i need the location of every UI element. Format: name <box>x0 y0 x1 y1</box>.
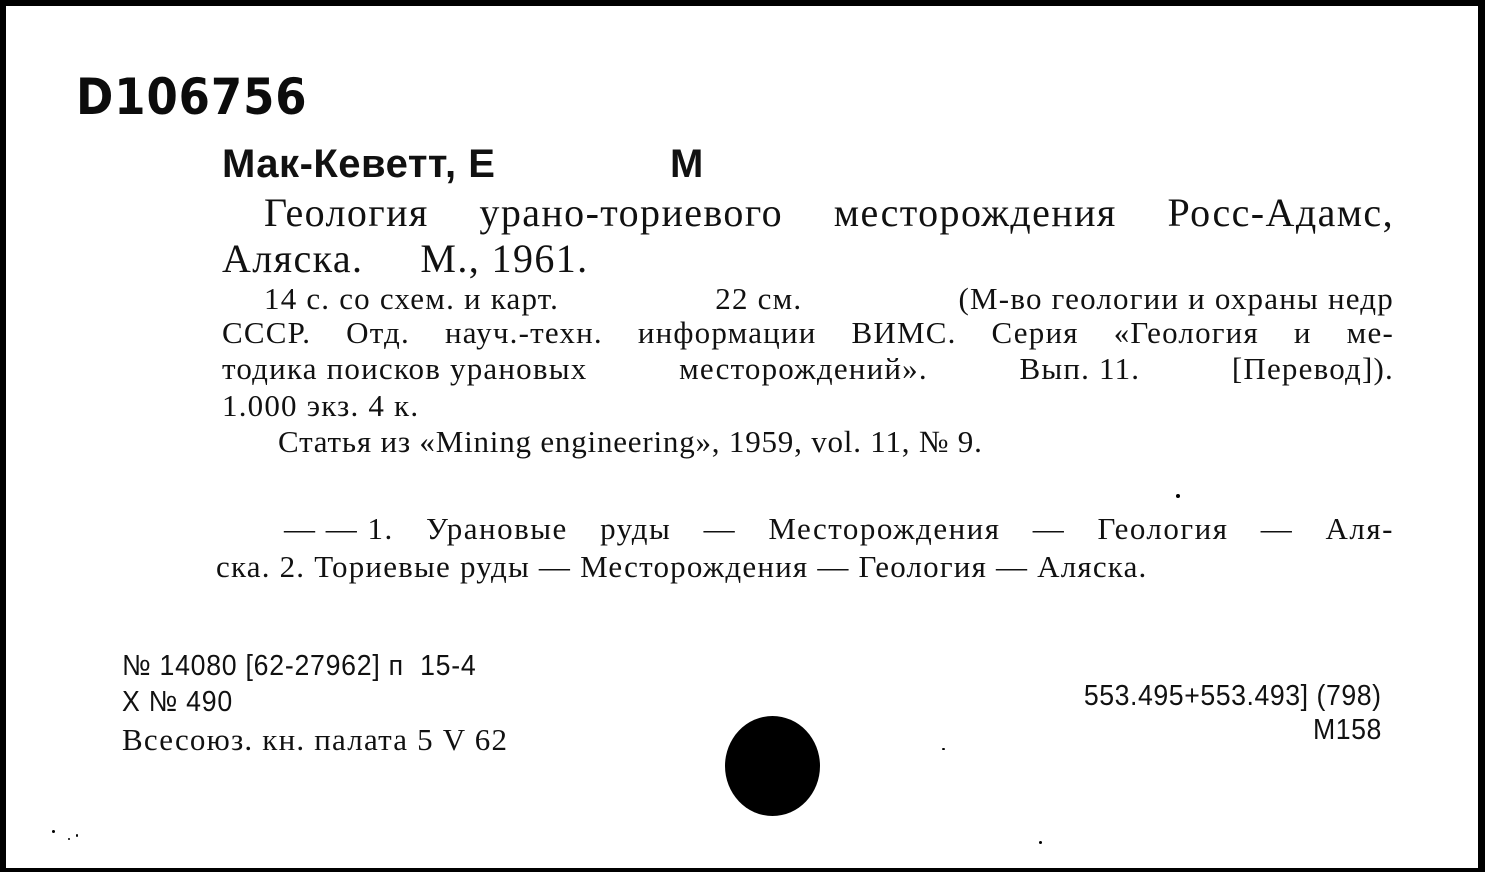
title-word: Росс-Адамс, <box>1167 190 1394 235</box>
subject-segment: — <box>1260 511 1294 546</box>
subject-segment: Месторождения <box>768 511 1001 546</box>
subject-segment: руды <box>600 511 672 546</box>
description-line-4: 1.000 экз. 4 к. <box>222 388 420 423</box>
chamber-imprint: Всесоюз. кн. палата 5 V 62 <box>122 722 509 757</box>
order-number: № 14080 [62-27962] п 15-4 <box>122 650 477 682</box>
ink-speck <box>1176 494 1180 498</box>
description-segment: Вып. 11. <box>1019 351 1141 386</box>
subject-headings-line-2: ска. 2. Ториевые руды — Месторождения — Геология — Аляска. <box>216 549 1148 584</box>
title-word: урано-ториевого <box>479 190 784 235</box>
description-segment: 14 с. со схем. и карт. <box>264 281 560 316</box>
subject-segment: — <box>1032 511 1066 546</box>
ink-speck <box>52 830 55 833</box>
title-word: месторождения <box>833 190 1117 235</box>
title-line-2: Аляска. М., 1961. <box>222 236 589 281</box>
description-word: Серия <box>991 315 1079 350</box>
author-mark: М158 <box>1313 714 1382 746</box>
source-note: Статья из «Mining engineering», 1959, vol. 11, № 9. <box>278 424 983 459</box>
description-segment: 22 см. <box>715 281 803 316</box>
description-segment: тодика поисков урановых <box>222 351 588 386</box>
description-word: Отд. <box>346 315 410 350</box>
description-word: СССР. <box>222 315 312 350</box>
description-word: «Геология <box>1113 315 1259 350</box>
print-run-number: X № 490 <box>122 686 233 718</box>
description-segment: месторождений». <box>679 351 928 386</box>
ink-speck <box>1039 841 1042 844</box>
description-segment: (М-во геологии и охраны недр <box>958 281 1394 316</box>
description-word: и <box>1293 315 1312 350</box>
description-word: информации <box>637 315 817 350</box>
title-word: Геология <box>264 190 429 235</box>
subject-segment: Урановые <box>426 511 568 546</box>
subject-segment: — — 1. <box>284 511 394 546</box>
description-line-1 <box>264 281 1394 317</box>
description-segment: [Перевод]). <box>1231 351 1394 386</box>
handwritten-inventory-number: D106756 <box>76 68 308 126</box>
ink-speck <box>76 834 78 837</box>
ink-speck <box>68 838 70 840</box>
description-line-2 <box>222 315 1394 351</box>
description-word: науч.-техн. <box>444 315 603 350</box>
punch-hole <box>725 716 820 816</box>
subject-segment: Геология <box>1097 511 1229 546</box>
subject-headings-line-1 <box>284 511 1394 547</box>
description-word: ВИМС. <box>851 315 957 350</box>
description-line-3 <box>222 351 1394 387</box>
classification-index: 553.495+553.493] (798) <box>1084 680 1382 712</box>
author-surname: Мак-Кеветт, Е <box>222 142 496 186</box>
title-line-1 <box>264 189 1394 236</box>
subject-segment: — <box>703 511 737 546</box>
author-initial: М <box>670 142 704 186</box>
subject-segment: Аля- <box>1325 511 1394 546</box>
ink-speck <box>942 748 945 750</box>
description-word: ме- <box>1346 315 1394 350</box>
